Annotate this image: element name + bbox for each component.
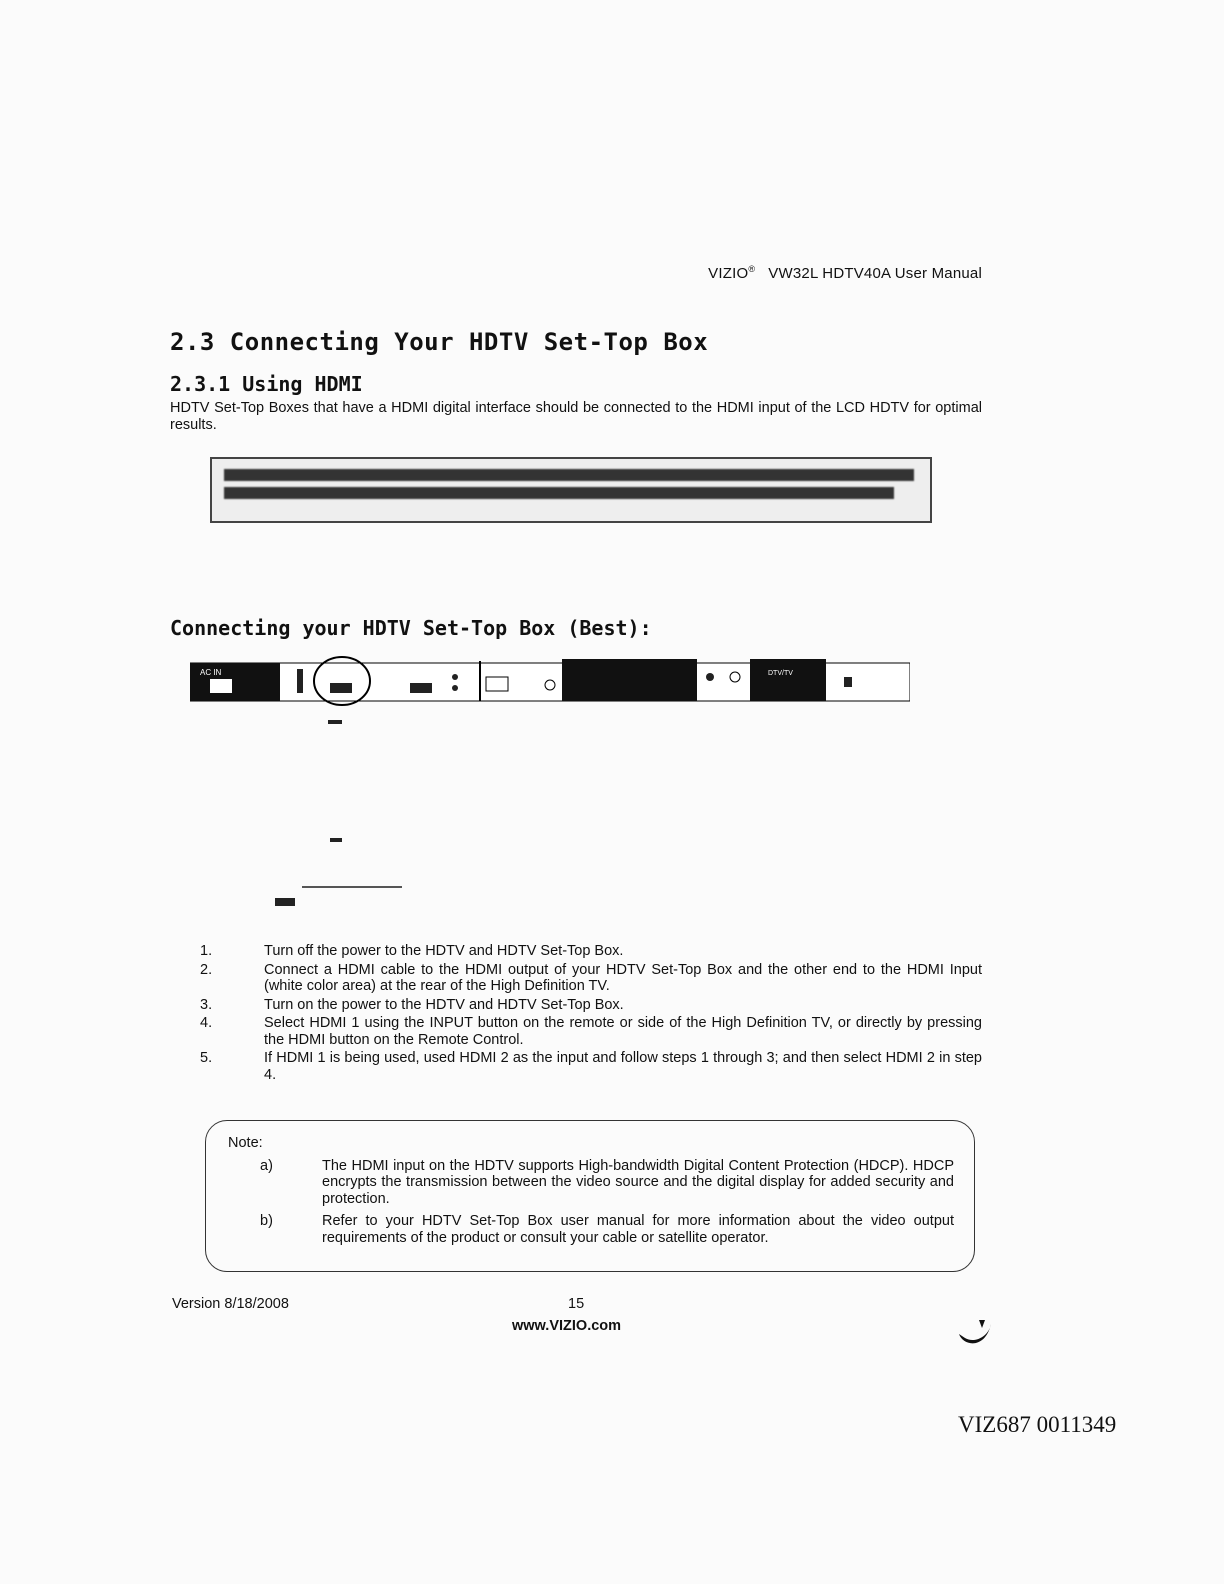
brand-name: VIZIO (708, 265, 749, 282)
dtv-tv-label: DTV/TV (768, 670, 793, 677)
rear-panel-diagram (190, 655, 910, 735)
optical-port-icon (844, 677, 852, 687)
hdmi2-port-icon (410, 683, 432, 693)
note-item: b) Refer to your HDTV Set-Top Box user manual for more information about the video output requirements of the product or consult your cable or satellite operator. (260, 1213, 954, 1246)
cable-mark (328, 720, 342, 724)
redacted-text-line (224, 487, 894, 499)
section-heading: 2.3 Connecting Your HDTV Set-Top Box (170, 328, 709, 356)
cable-mark (302, 886, 402, 888)
service-port-icon (297, 669, 303, 693)
ac-in-label: AC IN (200, 668, 222, 677)
manual-title: VW32L HDTV40A User Manual (768, 265, 982, 282)
note-box (205, 1120, 975, 1272)
step-item: 5. If HDMI 1 is being used, used HDMI 2 as the input and follow steps 1 through 3; and then select HDMI 2 in step 4. (200, 1050, 982, 1083)
diagram-heading: Connecting your HDTV Set-Top Box (Best): (170, 616, 652, 640)
hdmi1-port-icon (330, 683, 352, 693)
cable-mark (275, 898, 295, 906)
component-block (562, 659, 697, 701)
instruction-steps (200, 943, 982, 1085)
power-socket-icon (210, 679, 232, 693)
step-item: 2. Connect a HDMI cable to the HDMI output of your HDTV Set-Top Box and the other end to the HDMI Input (white color area) at the rear of the High Definition TV. (200, 961, 982, 994)
intro-paragraph: HDTV Set-Top Boxes that have a HDMI digital interface should be connected to the HDMI input of the LCD HDTV for optimal results. (170, 400, 982, 433)
step-item: 3. Turn on the power to the HDTV and HDTV Set-Top Box. (200, 996, 624, 1013)
registered-mark: ® (748, 264, 756, 274)
header-title (708, 264, 982, 282)
footer-url: www.VIZIO.com (512, 1318, 622, 1334)
illegible-note-banner (210, 457, 932, 523)
step-item: 4. Select HDMI 1 using the INPUT button on the remote or side of the High Definition TV, or directly by pressing the HDMI button on the Remote Control. (200, 1015, 982, 1048)
dtv-tv-block (750, 659, 826, 701)
note-item: a) The HDMI input on the HDTV supports High-bandwidth Digital Content Protection (HDCP). HDCP encrypts the transmission between the video source and the digital display for added security and protection. (260, 1157, 954, 1207)
bates-number: VIZ687 0011349 (958, 1412, 1117, 1437)
subsection-heading: 2.3.1 Using HDMI (170, 372, 363, 396)
footer-version: Version 8/18/2008 (172, 1296, 289, 1312)
redacted-text-line (224, 469, 914, 481)
vizio-logo-icon (955, 1316, 995, 1350)
note-title: Note: (228, 1135, 263, 1151)
page-number: 15 (568, 1296, 585, 1312)
cable-mark (330, 838, 342, 842)
step-item: 1. Turn off the power to the HDTV and HDTV Set-Top Box. (200, 943, 624, 959)
